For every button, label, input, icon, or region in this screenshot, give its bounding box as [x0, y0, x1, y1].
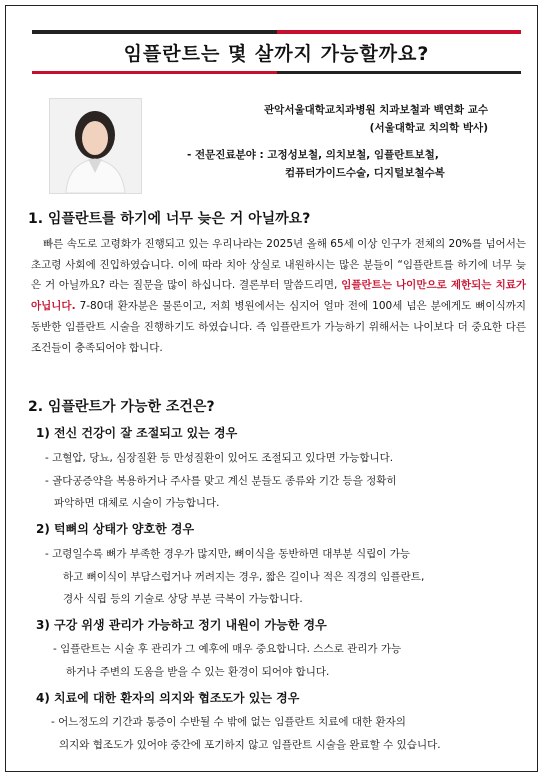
condition3-bullet1-cont: 하거나 주변의 도움을 받을 수 있는 환경이 되어야 합니다.	[66, 666, 330, 678]
title-bottom-rule	[32, 71, 521, 74]
section1-heading: 1. 임플란트를 하기에 너무 늦은 거 아닐까요?	[28, 211, 311, 227]
condition2-bullet1-cont2: 경사 식립 등의 기술로 상당 부분 극복이 가능합니다.	[63, 593, 303, 605]
author-photo	[49, 98, 142, 194]
section1-text-a: 빠른 속도로 고령화가 진행되고 있는 우리나라는 2025년 올해 65세 이상 인구가 전체의 20%를 넘어서는 초고령 사회에 진입하였습니다. 이에 따라 치아 상실로 내원하시는 많은 분들이 “임플란트를 하기에 너무 늦은 거 아닐까요? 라는 질문을 많이 하십니다. 결론부터 말씀드리면,	[31, 238, 526, 292]
document-page	[5, 5, 538, 772]
section1-text-b: 7-80대 환자분은 물론이고, 저희 병원에서는 심지어 얼마 전에 100세 넘은 분에게도 뼈이식까지 동반한 임플란트 시술을 진행하기도 하였습니다. 즉 임플란트가 가능하기 위해서는 나이보다 더 중요한 다른 조건들이 충족되어야 합니다.	[31, 300, 526, 354]
condition2-bullet1: - 고령일수록 뼈가 부족한 경우가 많지만, 뼈이식을 동반하면 대부분 식립이 가능	[45, 548, 411, 560]
condition1-bullet2: - 골다공증약을 복용하거나 주사를 맞고 계신 분들도 종류와 기간 등을 정확히	[45, 475, 397, 487]
condition4-title: 4) 치료에 대한 환자의 의지와 협조도가 있는 경우	[36, 691, 300, 705]
author-degree: (서울대학교 치의학 박사)	[369, 122, 488, 134]
author-specialty: - 전문진료분야 : 고정성보철, 의치보철, 임플란트보철,	[187, 149, 439, 161]
condition1-bullet2-cont: 파악하면 대체로 시술이 가능합니다.	[54, 497, 220, 509]
page-title: 임플란트는 몇 살까지 가능할까요?	[123, 43, 430, 65]
condition1-title: 1) 전신 건강이 잘 조절되고 있는 경우	[36, 426, 238, 440]
condition2-bullet1-cont: 하고 뼈이식이 부담스럽거나 꺼려지는 경우, 짧은 길이나 적은 직경의 임플란트,	[63, 571, 425, 583]
author-info	[161, 101, 506, 182]
title-banner	[32, 30, 521, 74]
author-affiliation: 관악서울대학교치과병원 치과보철과 백연화 교수	[264, 104, 488, 116]
condition4-bullet1-cont: 의지와 협조도가 있어야 중간에 포기하지 않고 임플란트 시술을 완료할 수 있습니다.	[59, 739, 441, 751]
section2-heading: 2. 임플란트가 가능한 조건은?	[28, 399, 215, 415]
condition3-bullet1: - 임플란트는 시술 후 관리가 그 예후에 매우 중요합니다. 스스로 관리가 가능	[53, 643, 402, 655]
section1-highlight: 임플란트는 나이만으로 제한되는 치료가 아닙니다.	[31, 279, 526, 313]
condition1-bullet1: - 고혈압, 당뇨, 심장질환 등 만성질환이 있어도 조절되고 있다면 가능합니다.	[45, 452, 394, 464]
author-specialty-cont: 컴퓨터가이드수술, 디지털보철수복	[285, 167, 445, 179]
condition4-bullet1: - 어느정도의 기간과 통증이 수반될 수 밖에 없는 임플란트 치료에 대한 환자의	[51, 716, 406, 728]
title-top-rule	[32, 30, 521, 34]
condition2-title: 2) 턱뼈의 상태가 양호한 경우	[36, 522, 195, 536]
condition3-title: 3) 구강 위생 관리가 가능하고 정기 내원이 가능한 경우	[36, 618, 327, 632]
section1-paragraph	[31, 234, 526, 358]
